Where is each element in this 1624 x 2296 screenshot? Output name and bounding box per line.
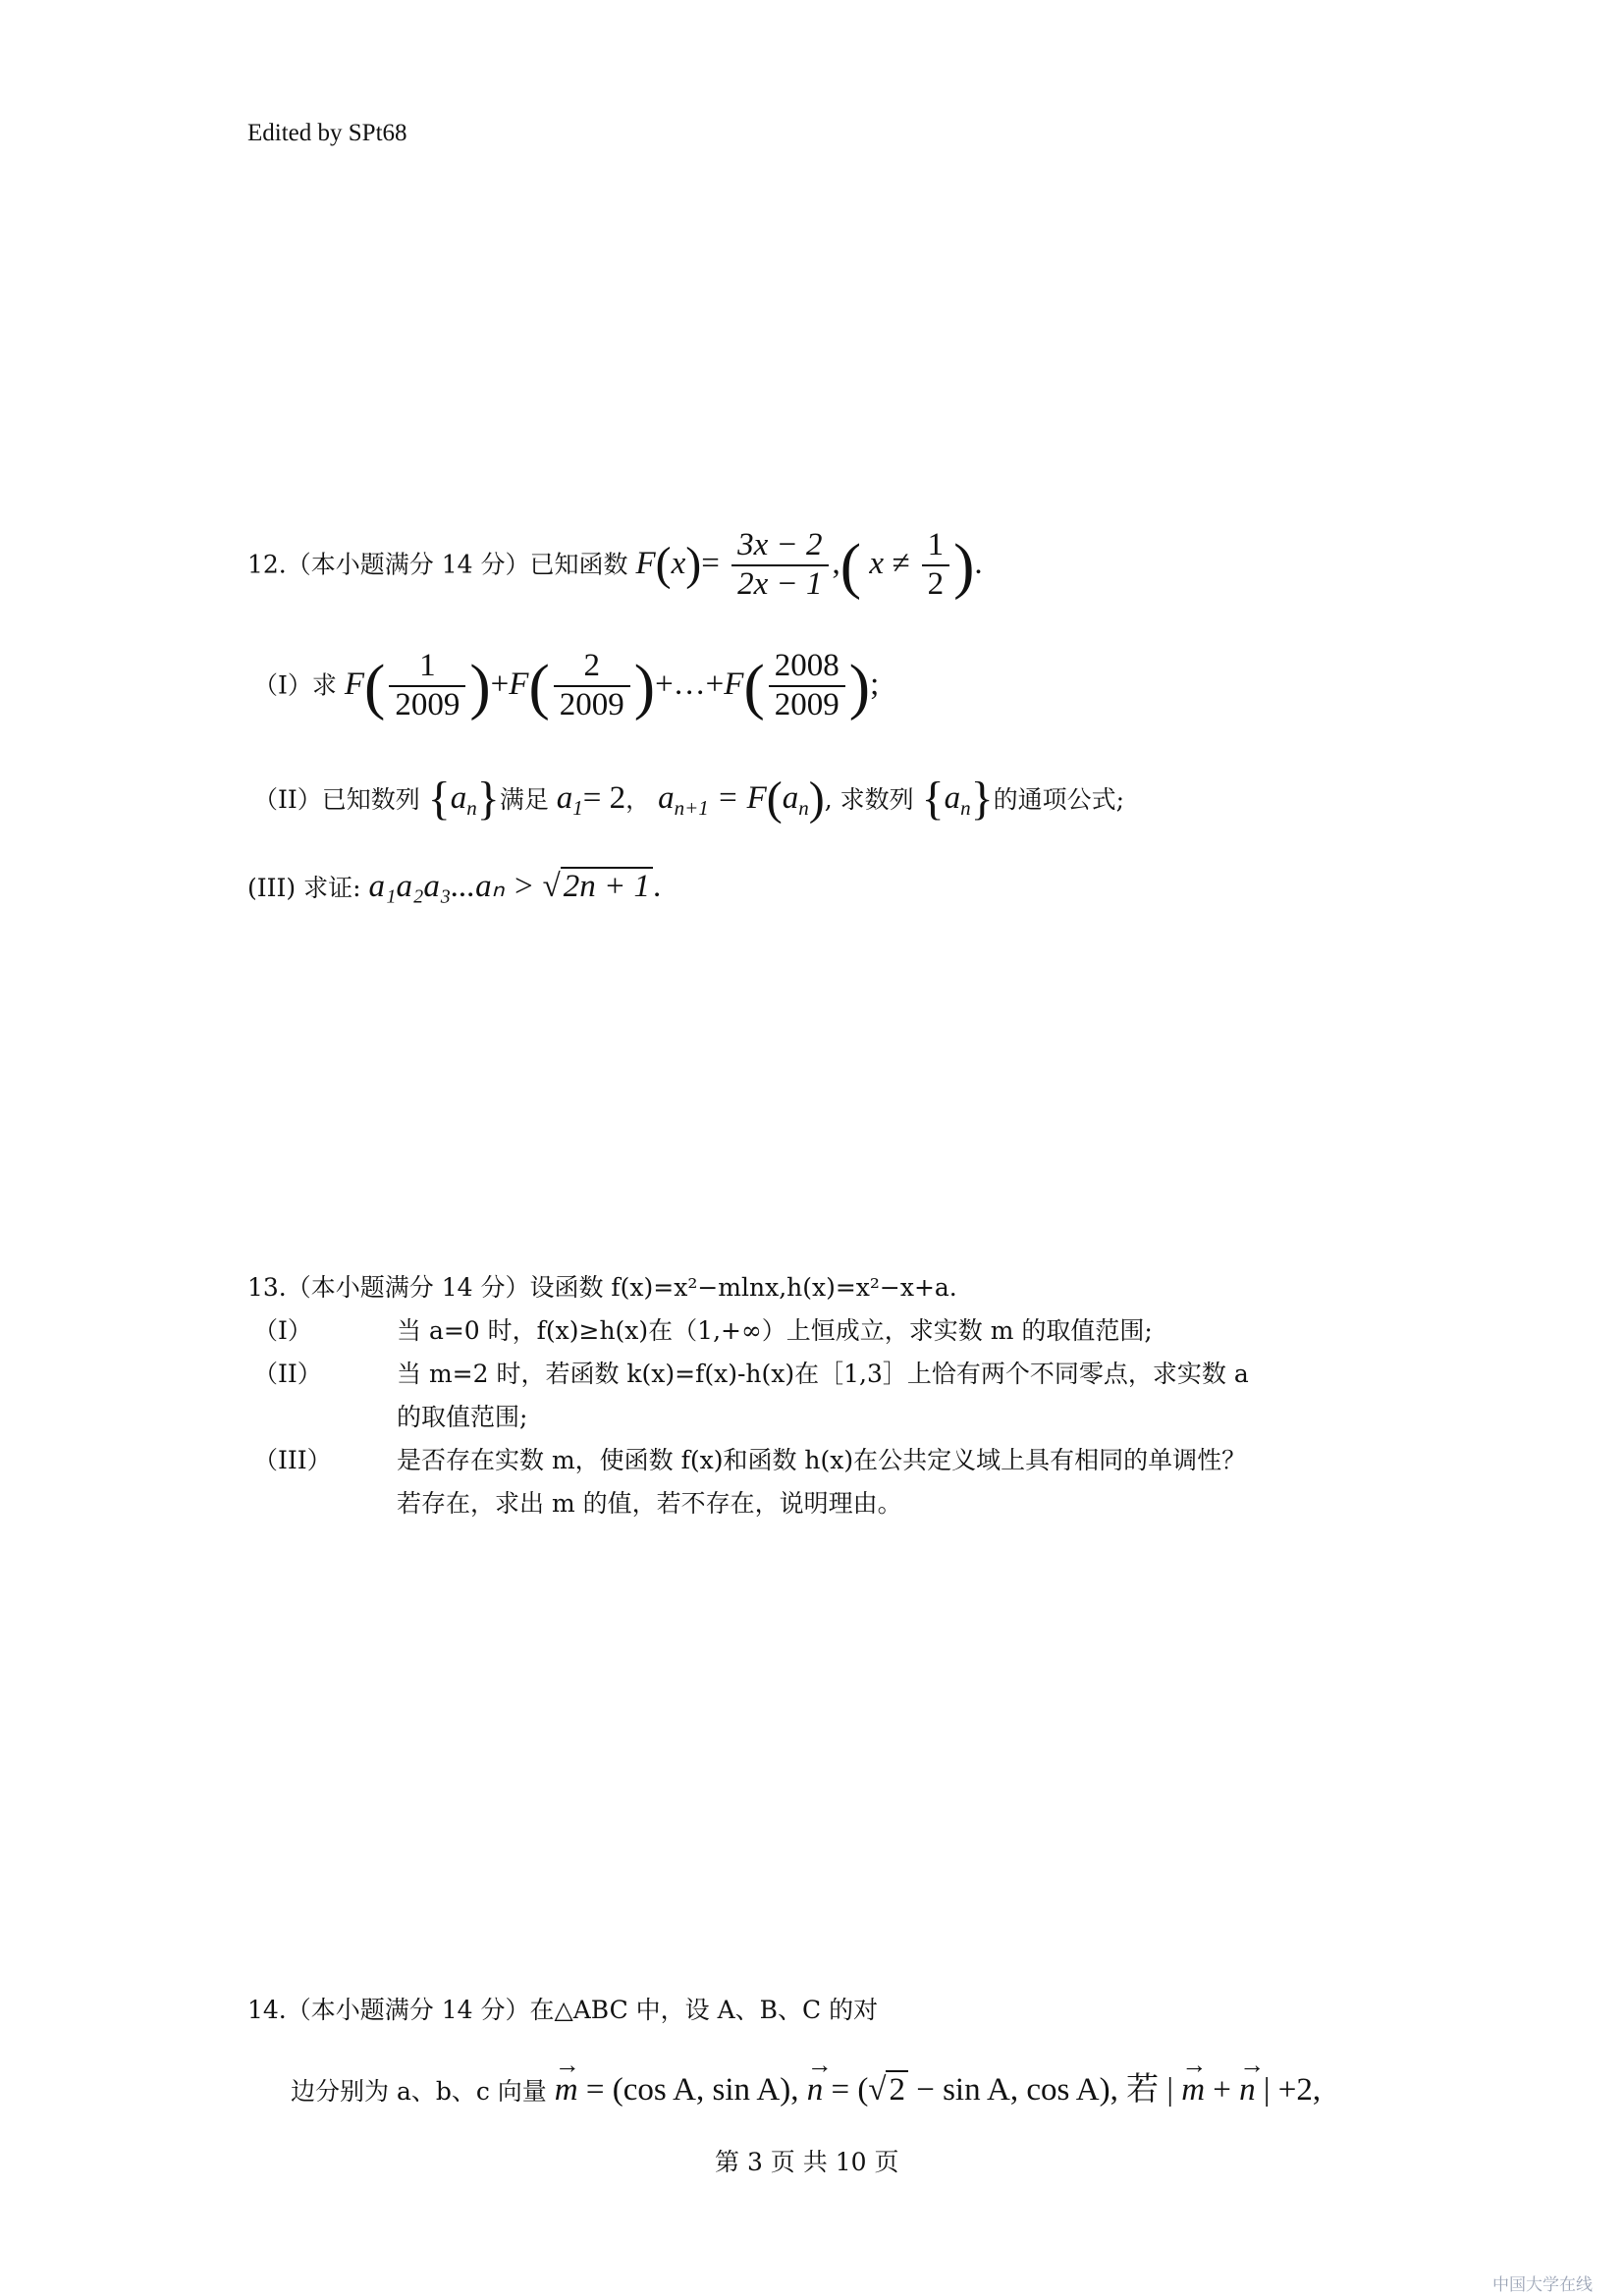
vector-n: → n	[807, 2072, 824, 2109]
q12-part-3: (III) 求证: a₁a₂a₃...aₙ > √2n + 1.	[247, 869, 662, 904]
q13-part-1-text: 当 a=0 时，f(x)≥h(x)在（1,+∞）上恒成立，求实数 m 的取值范围;	[397, 1316, 1153, 1345]
editor-note: Edited by SPt68	[247, 120, 407, 146]
q13-part-3-text: 是否存在实数 m，使函数 f(x)和函数 h(x)在公共定义域上具有相同的单调性？	[397, 1446, 1247, 1474]
q13-part-3-label: （III）	[253, 1446, 332, 1474]
q12-number: 12.	[247, 550, 287, 579]
q13-title: 13.（本小题满分 14 分）设函数 f(x)=x²−mlnx,h(x)=x²−x+a.	[247, 1273, 957, 1302]
q12-part-1: （I）求 F( $\frac{1}{2009}$ )+F( $\frac{2}{2009}$ )+…+F( $\frac{2008}{2009}$ );	[253, 648, 880, 722]
q13-part-2-text: 当 m=2 时，若函数 k(x)=f(x)-h(x)在［1,3］上恰有两个不同零点，求实数 a	[397, 1360, 1249, 1388]
q12-title	[247, 527, 983, 604]
q13-part-1-label: （I）	[253, 1316, 312, 1345]
q13-part-2-label: （II）	[253, 1360, 322, 1388]
page-number: 第 3 页 共 10 页	[715, 2148, 899, 2176]
q12-part-2: （II）已知数列 $\{a_n\}$满足 $a_1= 2$， $a_{n+1} = F(a_n)$, 求数列 $\{a_n\}$的通项公式;	[253, 773, 1125, 825]
q13-part-2-text-cont: 的取值范围;	[397, 1403, 528, 1431]
q13-part-3-text-cont: 若存在，求出 m 的值，若不存在，说明理由。	[397, 1489, 902, 1518]
q14-title: 14.（本小题满分 14 分）在△ABC 中，设 A、B、C 的对	[247, 1996, 879, 2024]
vector-m: → m	[555, 2072, 578, 2109]
watermark: 中国大学在线	[1492, 2275, 1593, 2295]
q14-line-2: 边分别为 a、b、c 向量 → m = (cos A, sin A), → n = (√2 − sin A, cos A), 若 | → m + → n | +2,	[291, 2063, 1321, 2109]
q12-prefix: （本小题满分 14 分）已知函数	[286, 550, 628, 579]
q12-function-def: F(x)= $\frac{3x - 2}{2x - 1}$ ,( x ≠ $\frac{1}{2}$ ).	[635, 527, 983, 602]
